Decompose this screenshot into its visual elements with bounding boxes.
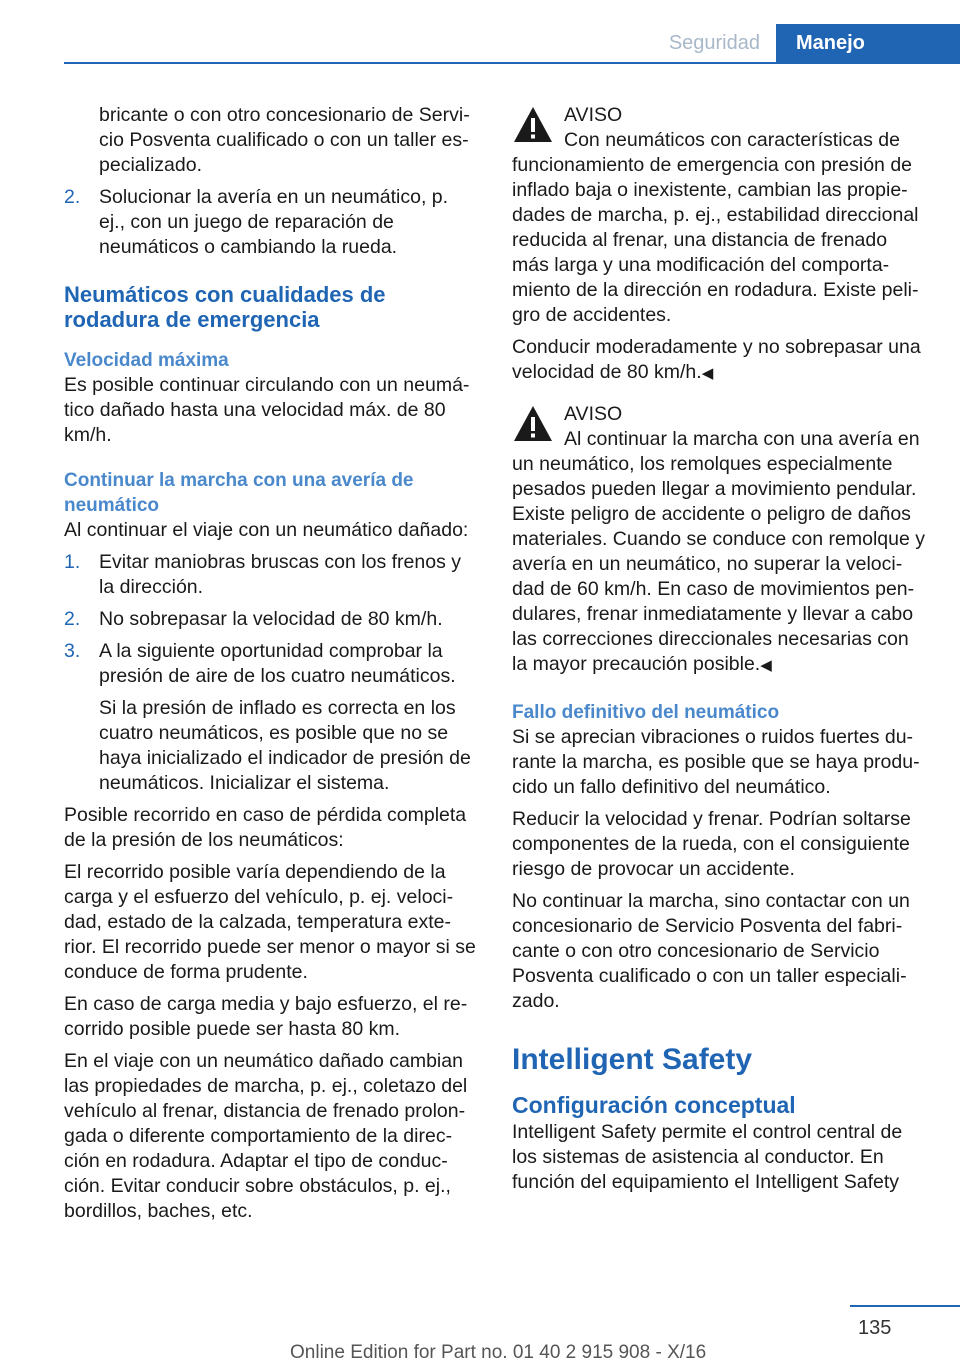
warning-box <box>512 402 927 678</box>
end-mark-icon: ◀ <box>760 657 772 674</box>
tab-manejo[interactable]: Manejo <box>776 24 960 62</box>
warning-text: Al continuar la marcha con una avería en un neumático, los remolques especialmente pesados pueden llegar a movimiento pendular. Existe peligro de accidente o peligro de daños materiales. Cuando se conduce con remolque y avería en un neumático, no superar la veloci‐dad de 60 km/h. En caso de movimientos pen‐dulares, frenar inmediatamente y llevar a cabo las correcciones direccionales necesarias con la mayor precaución posible.◀ <box>512 428 925 675</box>
paragraph: En caso de carga media y bajo esfuerzo, el re‐corrido posible puede ser hasta 80 km. <box>64 993 468 1040</box>
list-number: 2. <box>64 608 81 630</box>
header-tabs <box>644 24 960 62</box>
tab-seguridad[interactable]: Seguridad <box>644 24 776 62</box>
list-item <box>64 639 478 796</box>
edition-footer: Online Edition for Part no. 01 40 2 915 908 - X/16 <box>290 1342 707 1363</box>
warning-triangle-icon <box>512 404 554 444</box>
list-number: 2. <box>64 186 81 208</box>
paragraph: El recorrido posible varía dependiendo de la carga y el esfuerzo del vehículo, p. ej. veloci‐dad, estado de la calzada, temperatura exte‐rior. El recorrido puede ser menor o mayor si se conduce de forma prudente. <box>64 861 476 983</box>
chapter-subtitle: Configuración conceptual <box>512 1092 796 1118</box>
list-text: No sobrepasar la velocidad de 80 km/h. <box>99 608 443 630</box>
list-text: Si la presión de inflado es correcta en los cuatro neumáticos, es posible que no se haya inicializado el indicador de presión de neumáticos. Inicializar el sistema. <box>99 697 471 794</box>
list-number: 1. <box>64 551 81 573</box>
paragraph: Si se aprecian vibraciones o ruidos fuertes du‐rante la marcha, es posible que se haya produ‐cido un fallo definitivo del neumático. <box>512 726 920 798</box>
paragraph: Intelligent Safety permite el control central de los sistemas de asistencia al conductor. En función del equipamiento el Intelligent Safety <box>512 1121 903 1193</box>
list-item <box>64 185 478 260</box>
page-number: 135 <box>858 1317 892 1339</box>
list-item <box>64 607 478 632</box>
chapter-title: Intelligent Safety <box>512 1043 753 1076</box>
section-title: Neumáticos con cualidades de rodadura de emergencia <box>64 282 386 332</box>
subsection-title-velocidad: Velocidad máxima <box>64 350 229 371</box>
end-mark-icon: ◀ <box>701 365 714 382</box>
left-column <box>64 103 478 1231</box>
paragraph: Es posible continuar circulando con un neumá‐tico dañado hasta una velocidad máx. de 80 km/h. <box>64 374 470 446</box>
warning-title: AVISO <box>564 104 623 126</box>
paragraph: Al continuar el viaje con un neumático dañado: <box>64 519 469 541</box>
paragraph: Reducir la velocidad y frenar. Podrían soltarse componentes de la rueda, con el consiguiente riesgo de provocar un accidente. <box>512 808 911 880</box>
list-text: A la siguiente oportunidad comprobar la presión de aire de los cuatro neumáticos. <box>99 640 456 687</box>
list-item <box>64 550 478 600</box>
right-column <box>512 103 927 1202</box>
paragraph: En el viaje con un neumático dañado cambian las propiedades de marcha, p. ej., coletazo del vehículo al frenar, distancia de frenado prolon‐gada o diferente comportamiento de la direc‐ción en rodadura. Adaptar el tipo de conduc‐ción. Evitar conducir sobre obstáculos, p. ej., bordillos, baches, etc. <box>64 1050 468 1222</box>
subsection-title-continuar: Continuar la marcha con una avería de neumático <box>64 470 414 516</box>
steps-list <box>64 550 478 796</box>
subsection-title-fallo: Fallo definitivo del neumático <box>512 702 780 723</box>
paragraph: No continuar la marcha, sino contactar con un concesionario de Servicio Posventa del fabri‐cante o con otro concesionario de Servicio Posventa cualificado o con un taller especiali‐zado. <box>512 890 910 1012</box>
list-text: Solucionar la avería en un neumático, p. ej., con un juego de reparación de neumáticos o cambiando la rueda. <box>99 186 449 258</box>
paragraph: Posible recorrido en caso de pérdida completa de la presión de los neumáticos: <box>64 804 467 851</box>
list-text: Evitar maniobras bruscas con los frenos y la dirección. <box>99 551 461 598</box>
header-rule <box>64 62 960 64</box>
continued-list <box>64 185 478 260</box>
warning-title: AVISO <box>564 403 623 425</box>
continued-text: bricante o con otro concesionario de Servi‐cio Posventa cualificado o con un taller es‐pecializado. <box>99 104 470 176</box>
warning-text: Conducir moderadamente y no sobrepasar una velocidad de 80 km/h.◀ <box>512 336 921 383</box>
warning-box <box>512 103 927 386</box>
footer-rule <box>850 1305 960 1307</box>
warning-text: Con neumáticos con características de funcionamiento de emergencia con presión de inflado baja o inexistente, cambian las propie‐dades de marcha, p. ej., estabilidad direccional reducida al frenar, una distancia de frenado más larga y una modificación del comporta‐miento de la dirección en rodadura. Existe peli‐gro de accidentes. <box>512 129 919 326</box>
warning-triangle-icon <box>512 105 554 145</box>
list-number: 3. <box>64 640 81 662</box>
